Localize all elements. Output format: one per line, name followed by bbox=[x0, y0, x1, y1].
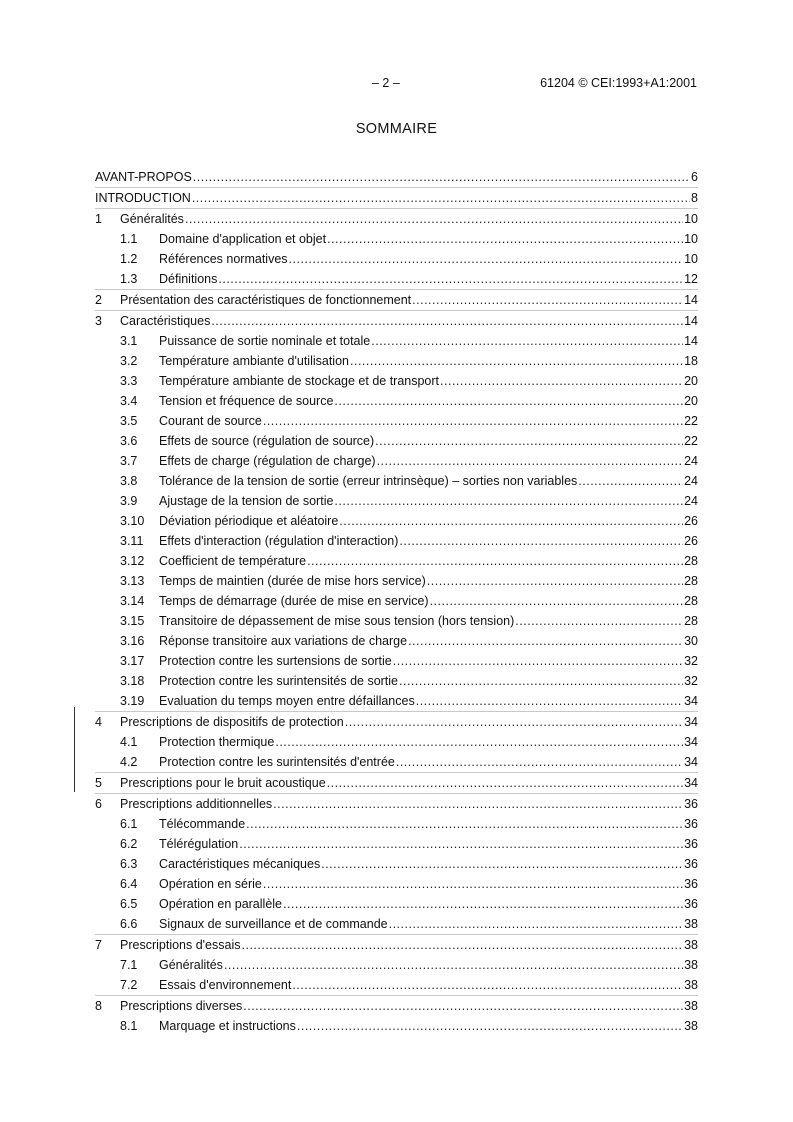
dot-leader bbox=[399, 531, 683, 551]
toc-entry-number: 1.2 bbox=[120, 252, 138, 266]
toc-entry-number: 3.14 bbox=[120, 594, 145, 608]
toc-entry-title: Prescriptions de dispositifs de protection bbox=[120, 715, 344, 729]
toc-entry-title: Courant de source bbox=[159, 414, 262, 428]
toc-entry[interactable] bbox=[95, 894, 698, 914]
toc-entry-title: Transitoire de dépassement de mise sous tension (hors tension) bbox=[159, 614, 515, 628]
toc-entry-page: 36 bbox=[684, 897, 698, 911]
toc-entry-title: Evaluation du temps moyen entre défaillances bbox=[159, 694, 415, 708]
toc-entry-number: 7.1 bbox=[120, 958, 138, 972]
dot-leader bbox=[283, 894, 683, 914]
toc-entry-page: 32 bbox=[684, 654, 698, 668]
standard-reference: 61204 © CEI:1993+A1:2001 bbox=[540, 76, 697, 90]
toc-entry-page: 18 bbox=[684, 354, 698, 368]
toc-entry[interactable] bbox=[95, 269, 698, 289]
dot-leader bbox=[416, 691, 683, 711]
toc-entry-number: 6.2 bbox=[120, 837, 138, 851]
toc-entry-title: Effets d'interaction (régulation d'interaction) bbox=[159, 534, 399, 548]
dot-leader bbox=[427, 571, 683, 591]
toc-entry-page: 36 bbox=[684, 857, 698, 871]
toc-entry-number: 3.11 bbox=[120, 534, 144, 548]
dot-leader bbox=[515, 611, 683, 631]
toc-entry-title: Télécommande bbox=[159, 817, 246, 831]
toc-entry-page: 34 bbox=[684, 755, 698, 769]
toc-entry[interactable] bbox=[95, 914, 698, 934]
dot-leader bbox=[393, 651, 683, 671]
toc-entry-title: Température ambiante d'utilisation bbox=[159, 354, 349, 368]
dot-leader bbox=[275, 732, 683, 752]
toc-entry-page: 22 bbox=[684, 414, 698, 428]
toc-entry-page: 36 bbox=[684, 877, 698, 891]
dot-leader bbox=[273, 794, 683, 814]
toc-entry-title: Ajustage de la tension de sortie bbox=[159, 494, 334, 508]
toc-entry-number: 3.8 bbox=[120, 474, 138, 488]
dot-leader bbox=[242, 935, 684, 955]
toc-entry[interactable] bbox=[95, 391, 698, 411]
toc-entry-number: 3.1 bbox=[120, 334, 138, 348]
toc-entry-page: 38 bbox=[684, 978, 698, 992]
toc-entry-title: Effets de source (régulation de source) bbox=[159, 434, 375, 448]
toc-entry-title: Essais d'environnement bbox=[159, 978, 292, 992]
toc-entry-number: 6 bbox=[95, 797, 102, 811]
toc-entry-page: 36 bbox=[684, 817, 698, 831]
dot-leader bbox=[218, 269, 683, 289]
toc-entry[interactable] bbox=[95, 834, 698, 854]
toc-entry-title: Opération en parallèle bbox=[159, 897, 282, 911]
toc-entry-page: 38 bbox=[684, 917, 698, 931]
toc-entry-page: 12 bbox=[684, 272, 698, 286]
toc-entry-number: 3 bbox=[95, 314, 102, 328]
toc-entry[interactable] bbox=[95, 531, 698, 551]
toc-entry[interactable] bbox=[95, 651, 698, 671]
toc-entry-page: 24 bbox=[684, 474, 698, 488]
dot-leader bbox=[408, 631, 683, 651]
toc-entry[interactable] bbox=[95, 794, 698, 814]
toc-entry[interactable] bbox=[95, 331, 698, 351]
toc-entry-title: Protection contre les surintensités de sortie bbox=[159, 674, 399, 688]
toc-entry-number: 3.17 bbox=[120, 654, 145, 668]
toc-entry-page: 36 bbox=[684, 797, 698, 811]
toc-entry-number: 3.6 bbox=[120, 434, 138, 448]
toc-entry-number: 1 bbox=[95, 212, 102, 226]
dot-leader bbox=[263, 411, 683, 431]
dot-leader bbox=[246, 814, 683, 834]
toc-entry-number: 6.5 bbox=[120, 897, 138, 911]
dot-leader bbox=[297, 1016, 683, 1036]
dot-leader bbox=[345, 712, 683, 732]
dot-leader bbox=[377, 451, 684, 471]
dot-leader bbox=[321, 854, 683, 874]
toc-entry[interactable] bbox=[95, 935, 698, 955]
dot-leader bbox=[334, 491, 683, 511]
toc-entry-page: 34 bbox=[684, 715, 698, 729]
toc-entry-title: Signaux de surveillance et de commande bbox=[159, 917, 388, 931]
toc-entry-title: Temps de démarrage (durée de mise en service) bbox=[159, 594, 429, 608]
toc-entry-title: AVANT-PROPOS bbox=[95, 170, 192, 184]
toc-entry-number: 3.10 bbox=[120, 514, 145, 528]
toc-entry-number: 6.1 bbox=[120, 817, 138, 831]
toc-entry-number: 3.15 bbox=[120, 614, 145, 628]
toc-entry-title: Généralités bbox=[159, 958, 223, 972]
toc-entry-number: 1.1 bbox=[120, 232, 138, 246]
toc-entry-page: 38 bbox=[684, 1019, 698, 1033]
toc-entry-title: Effets de charge (régulation de charge) bbox=[159, 454, 376, 468]
toc-entry-title: Définitions bbox=[159, 272, 218, 286]
toc-entry-number: 6.6 bbox=[120, 917, 138, 931]
toc-entry-title: Caractéristiques bbox=[120, 314, 211, 328]
toc-entry[interactable] bbox=[95, 431, 698, 451]
toc-entry-number: 7.2 bbox=[120, 978, 138, 992]
toc-entry-title: Caractéristiques mécaniques bbox=[159, 857, 321, 871]
revision-change-bar bbox=[74, 707, 75, 792]
toc-entry-number: 3.7 bbox=[120, 454, 138, 468]
toc-entry[interactable] bbox=[95, 290, 698, 310]
dot-leader bbox=[193, 167, 690, 187]
toc-entry-title: Protection contre les surtensions de sortie bbox=[159, 654, 392, 668]
toc-entry-page: 32 bbox=[684, 674, 698, 688]
toc-entry-number: 6.3 bbox=[120, 857, 138, 871]
toc-entry-page: 24 bbox=[684, 454, 698, 468]
toc-entry-page: 34 bbox=[684, 776, 698, 790]
toc-entry[interactable] bbox=[95, 874, 698, 894]
toc-entry-number: 3.9 bbox=[120, 494, 138, 508]
toc-entry-title: Réponse transitoire aux variations de charge bbox=[159, 634, 408, 648]
toc-entry[interactable] bbox=[95, 311, 698, 331]
toc-entry[interactable] bbox=[95, 752, 698, 772]
dot-leader bbox=[375, 431, 683, 451]
toc-entry-title: Puissance de sortie nominale et totale bbox=[159, 334, 371, 348]
toc-entry[interactable] bbox=[95, 229, 698, 249]
dot-leader bbox=[327, 773, 683, 793]
toc-entry[interactable] bbox=[95, 955, 698, 975]
dot-leader bbox=[412, 290, 683, 310]
toc-entry[interactable] bbox=[95, 411, 698, 431]
dot-leader bbox=[339, 511, 683, 531]
dot-leader bbox=[185, 209, 683, 229]
toc-entry-title: Temps de maintien (durée de mise hors service) bbox=[159, 574, 426, 588]
toc-entry-page: 38 bbox=[684, 958, 698, 972]
toc-entry-number: 3.19 bbox=[120, 694, 145, 708]
table-of-contents bbox=[95, 166, 698, 1036]
toc-entry-title: Marquage et instructions bbox=[159, 1019, 296, 1033]
toc-entry-number: 8.1 bbox=[120, 1019, 138, 1033]
toc-entry-page: 8 bbox=[691, 191, 698, 205]
toc-entry-page: 34 bbox=[684, 735, 698, 749]
toc-entry-page: 38 bbox=[684, 999, 698, 1013]
dot-leader bbox=[440, 371, 683, 391]
toc-entry[interactable] bbox=[95, 209, 698, 229]
toc-entry-title: Tolérance de la tension de sortie (erreur intrinsèque) – sorties non variables bbox=[159, 474, 578, 488]
dot-leader bbox=[224, 955, 683, 975]
toc-entry-number: 3.4 bbox=[120, 394, 138, 408]
toc-entry[interactable] bbox=[95, 671, 698, 691]
toc-entry-number: 3.16 bbox=[120, 634, 145, 648]
toc-entry-page: 28 bbox=[684, 554, 698, 568]
toc-entry-page: 20 bbox=[684, 394, 698, 408]
toc-entry[interactable] bbox=[95, 611, 698, 631]
toc-entry-number: 4.2 bbox=[120, 755, 138, 769]
dot-leader bbox=[396, 752, 683, 772]
toc-entry-page: 6 bbox=[691, 170, 698, 184]
toc-entry-title: Protection thermique bbox=[159, 735, 275, 749]
toc-entry-page: 26 bbox=[684, 534, 698, 548]
toc-entry[interactable] bbox=[95, 975, 698, 995]
dot-leader bbox=[578, 471, 683, 491]
page-number: – 2 – bbox=[372, 76, 400, 90]
dot-leader bbox=[243, 996, 683, 1016]
dot-leader bbox=[350, 351, 683, 371]
toc-entry[interactable] bbox=[95, 591, 698, 611]
toc-entry-number: 3.5 bbox=[120, 414, 138, 428]
toc-entry-title: Télérégulation bbox=[159, 837, 239, 851]
toc-entry[interactable] bbox=[95, 451, 698, 471]
toc-entry-title: Prescriptions additionnelles bbox=[120, 797, 273, 811]
toc-entry[interactable] bbox=[95, 188, 698, 208]
toc-entry[interactable] bbox=[95, 351, 698, 371]
toc-entry-page: 10 bbox=[684, 232, 698, 246]
dot-leader bbox=[263, 874, 683, 894]
toc-entry-page: 14 bbox=[684, 314, 698, 328]
toc-entry-title: Tension et fréquence de source bbox=[159, 394, 334, 408]
toc-entry[interactable] bbox=[95, 691, 698, 711]
toc-entry[interactable] bbox=[95, 732, 698, 752]
toc-entry[interactable] bbox=[95, 511, 698, 531]
dot-leader bbox=[289, 249, 684, 269]
toc-entry-title: Température ambiante de stockage et de transport bbox=[159, 374, 440, 388]
toc-entry[interactable] bbox=[95, 854, 698, 874]
toc-entry-title: Déviation périodique et aléatoire bbox=[159, 514, 339, 528]
toc-entry-title: Opération en série bbox=[159, 877, 262, 891]
toc-entry-page: 36 bbox=[684, 837, 698, 851]
dot-leader bbox=[399, 671, 683, 691]
toc-entry[interactable] bbox=[95, 631, 698, 651]
page-header bbox=[0, 76, 793, 92]
toc-entry-title: Généralités bbox=[120, 212, 184, 226]
toc-entry-number: 3.12 bbox=[120, 554, 145, 568]
toc-entry-title: Présentation des caractéristiques de fonctionnement bbox=[120, 293, 412, 307]
dot-leader bbox=[327, 229, 683, 249]
toc-entry-title: Coefficient de température bbox=[159, 554, 307, 568]
dot-leader bbox=[211, 311, 683, 331]
toc-entry-page: 14 bbox=[684, 293, 698, 307]
toc-entry[interactable] bbox=[95, 551, 698, 571]
toc-entry[interactable] bbox=[95, 773, 698, 793]
toc-entry-title: Références normatives bbox=[159, 252, 288, 266]
toc-entry-page: 28 bbox=[684, 574, 698, 588]
toc-entry-number: 3.3 bbox=[120, 374, 138, 388]
toc-entry-number: 2 bbox=[95, 293, 102, 307]
toc-entry[interactable] bbox=[95, 371, 698, 391]
toc-entry[interactable] bbox=[95, 996, 698, 1016]
toc-entry-number: 1.3 bbox=[120, 272, 138, 286]
toc-entry-title: INTRODUCTION bbox=[95, 191, 191, 205]
toc-entry-page: 10 bbox=[684, 212, 698, 226]
toc-entry-title: Prescriptions diverses bbox=[120, 999, 243, 1013]
page-title: SOMMAIRE bbox=[355, 121, 438, 137]
toc-entry-number: 6.4 bbox=[120, 877, 138, 891]
toc-entry[interactable] bbox=[95, 1016, 698, 1036]
dot-leader bbox=[430, 591, 684, 611]
toc-entry-page: 26 bbox=[684, 514, 698, 528]
toc-entry-number: 5 bbox=[95, 776, 102, 790]
toc-entry[interactable] bbox=[95, 712, 698, 732]
toc-entry-number: 8 bbox=[95, 999, 102, 1013]
toc-entry[interactable] bbox=[95, 491, 698, 511]
toc-entry-number: 4.1 bbox=[120, 735, 138, 749]
dot-leader bbox=[292, 975, 683, 995]
toc-entry-title: Prescriptions pour le bruit acoustique bbox=[120, 776, 326, 790]
dot-leader bbox=[371, 331, 683, 351]
toc-entry-page: 34 bbox=[684, 694, 698, 708]
toc-entry[interactable] bbox=[95, 167, 698, 187]
toc-entry-page: 30 bbox=[684, 634, 698, 648]
toc-entry-page: 28 bbox=[684, 614, 698, 628]
toc-entry-title: Prescriptions d'essais bbox=[120, 938, 241, 952]
toc-entry-title: Protection contre les surintensités d'entrée bbox=[159, 755, 395, 769]
toc-entry-page: 10 bbox=[684, 252, 698, 266]
toc-entry-number: 3.13 bbox=[120, 574, 145, 588]
dot-leader bbox=[307, 551, 683, 571]
toc-entry-page: 14 bbox=[684, 334, 698, 348]
toc-entry[interactable] bbox=[95, 814, 698, 834]
toc-entry-page: 22 bbox=[684, 434, 698, 448]
toc-entry[interactable] bbox=[95, 571, 698, 591]
toc-entry-number: 3.2 bbox=[120, 354, 138, 368]
toc-entry-number: 7 bbox=[95, 938, 102, 952]
toc-entry[interactable] bbox=[95, 471, 698, 491]
toc-entry-title: Domaine d'application et objet bbox=[159, 232, 327, 246]
toc-entry-page: 24 bbox=[684, 494, 698, 508]
dot-leader bbox=[239, 834, 683, 854]
toc-entry-number: 4 bbox=[95, 715, 102, 729]
dot-leader bbox=[334, 391, 683, 411]
toc-entry-page: 20 bbox=[684, 374, 698, 388]
dot-leader bbox=[192, 188, 690, 208]
toc-entry-page: 28 bbox=[684, 594, 698, 608]
toc-entry[interactable] bbox=[95, 249, 698, 269]
dot-leader bbox=[389, 914, 683, 934]
toc-entry-page: 38 bbox=[684, 938, 698, 952]
toc-entry-number: 3.18 bbox=[120, 674, 145, 688]
